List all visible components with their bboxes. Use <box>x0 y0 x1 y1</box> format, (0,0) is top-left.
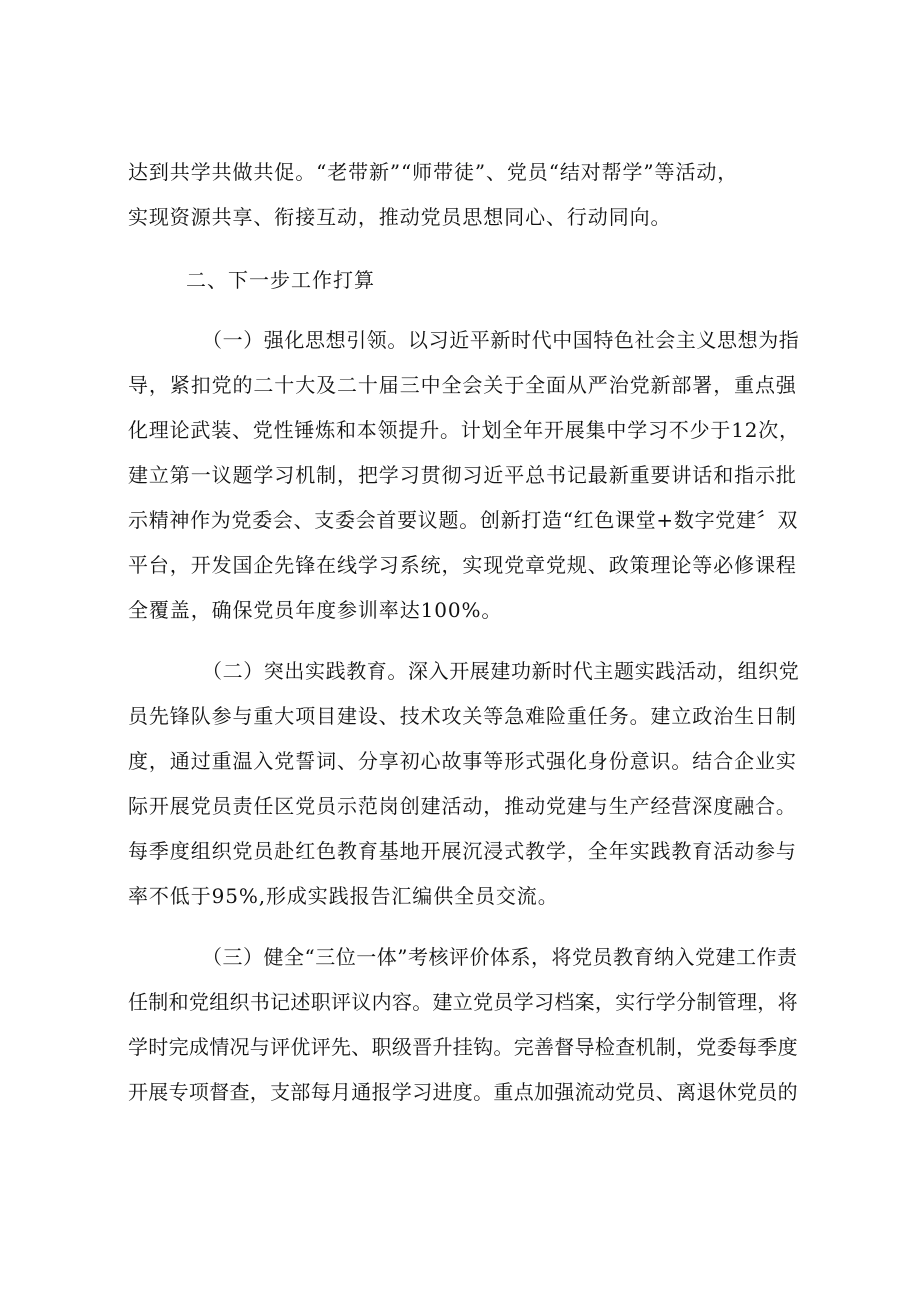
text-line: 实现资源共享、衔接互动，推动党员思想同心、行动同向。 <box>128 205 672 229</box>
text-line: 达到共学共做共促。“老带新”“师带徒”、党员“结对帮学”等活动， <box>128 160 739 184</box>
text-line: 际开展党员责任区党员示范岗创建活动，推动党建与生产经营深度融合。 <box>128 794 797 818</box>
text-line: 平台，开发国企先锋在线学习系统，实现党章党规、政策理论等必修课程 <box>128 553 797 577</box>
text-line: 学时完成情况与评优评先、职级晋升挂钩。完善督导检查机制，党委每季度 <box>128 1035 798 1059</box>
text-line: 率不低于95%,形成实践报告汇编供全员交流。 <box>128 884 559 908</box>
text-line: 导，紧扣党的二十大及二十届三中全会关于全面从严治党新部署，重点强 <box>128 373 797 397</box>
text-line: 示精神作为党委会、支委会首要议题。创新打造“红色课堂+数字党建〞双 <box>128 508 799 532</box>
text-line: 度，通过重温入党誓词、分享初心故事等形式强化身份意识。结合企业实 <box>128 749 797 773</box>
text-line: 员先锋队参与重大项目建设、技术攻关等急难险重任务。建立政治生日制 <box>128 704 797 728</box>
text-line: （三）健全“三位一体”考核评价体系，将党员教育纳入党建工作责 <box>202 945 798 969</box>
text-line: 任制和党组织书记述职评议内容。建立党员学习档案，实行学分制管理，将 <box>128 990 798 1014</box>
section-heading: 二、下一步工作打算 <box>186 268 375 292</box>
text-line: 每季度组织党员赴红色教育基地开展沉浸式教学，全年实践教育活动参与 <box>128 839 797 863</box>
text-line: 化理论武装、党性锤炼和本领提升。计划全年开展集中学习不少于12次， <box>128 418 800 442</box>
text-line: 建立第一议题学习机制，把学习贯彻习近平总书记最新重要讲话和指示批 <box>128 463 797 487</box>
text-line: （一）强化思想引领。以习近平新时代中国特色社会主义思想为指 <box>202 328 800 352</box>
text-line: （二）突出实践教育。深入开展建功新时代主题实践活动，组织党 <box>202 659 800 683</box>
text-line: 全覆盖，确保党员年度参训率达100%。 <box>128 598 503 622</box>
text-line: 开展专项督查，支部每月通报学习进度。重点加强流动党员、离退休党员的 <box>128 1080 798 1104</box>
